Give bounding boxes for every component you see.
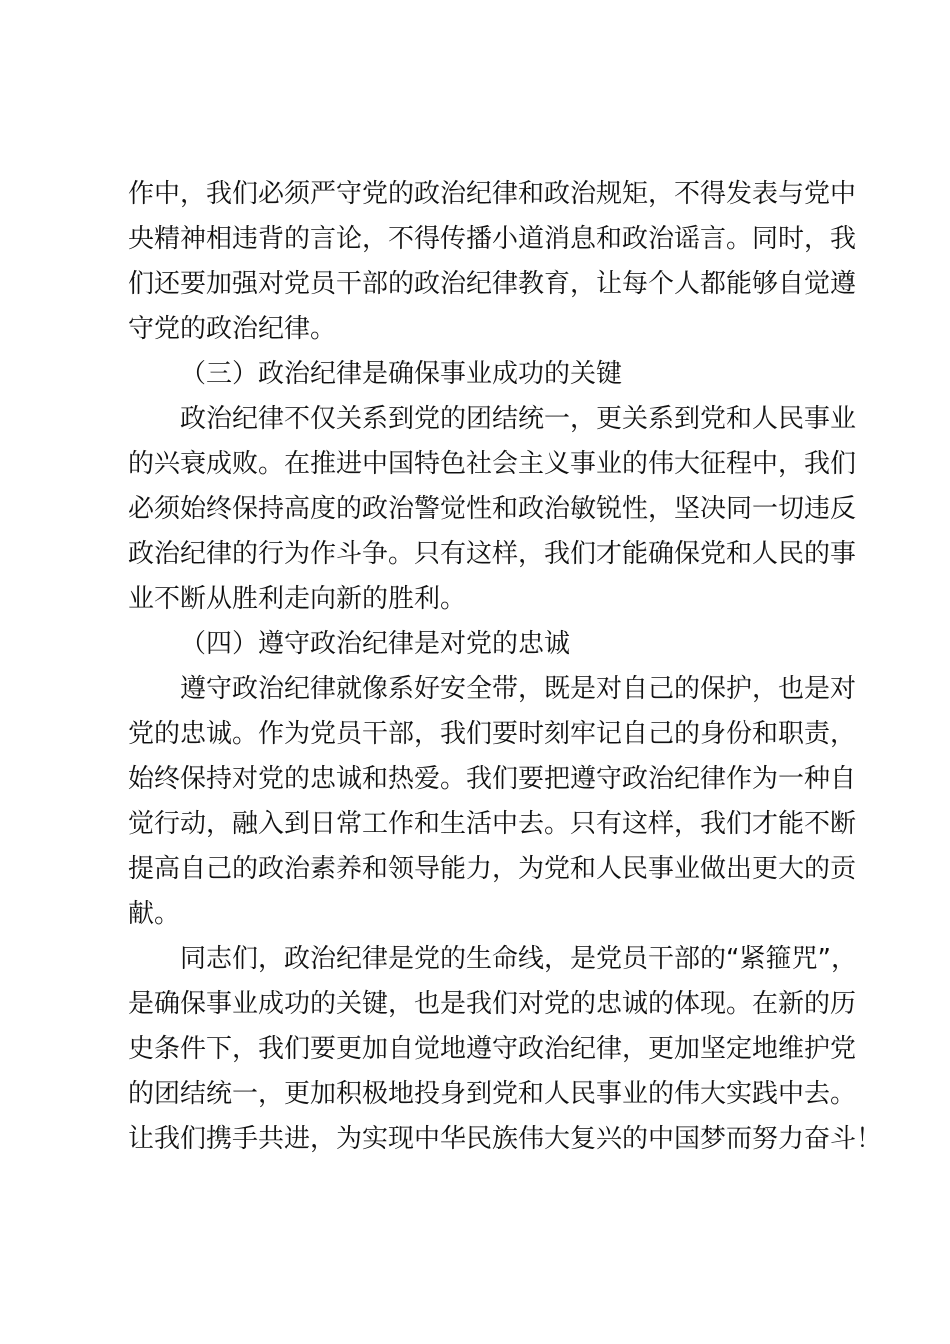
text-line: 守党的政治纪律。 [128, 314, 337, 344]
section-heading: （三）政治纪律是确保事业成功的关键 [180, 359, 623, 389]
text-line: 是确保事业成功的关键，也是我们对党的忠诚的体现。在新的历 [128, 989, 857, 1019]
text-line: 遵守政治纪律就像系好安全带，既是对自己的保护，也是对 [180, 674, 857, 704]
text-line: 史条件下，我们要更加自觉地遵守政治纪律，更加坚定地维护党 [128, 1034, 857, 1064]
text-line: 的团结统一，更加积极地投身到党和人民事业的伟大实践中去。 [128, 1079, 857, 1109]
text-line: 献。 [128, 899, 181, 929]
text-line: 业不断从胜利走向新的胜利。 [128, 584, 467, 614]
text-line: 的兴衰成败。在推进中国特色社会主义事业的伟大征程中，我们 [128, 449, 857, 479]
text-line: 政治纪律的行为作斗争。只有这样，我们才能确保党和人民的事 [128, 539, 857, 569]
text-line: 提高自己的政治素养和领导能力，为党和人民事业做出更大的贡 [128, 854, 857, 884]
text-line: 党的忠诚。作为党员干部，我们要时刻牢记自己的身份和职责， [128, 719, 857, 749]
text-line: 央精神相违背的言论，不得传播小道消息和政治谣言。同时，我 [128, 224, 857, 254]
section-heading: （四）遵守政治纪律是对党的忠诚 [180, 629, 571, 659]
text-line: 作中，我们必须严守党的政治纪律和政治规矩，不得发表与党中 [128, 179, 857, 209]
text-line: 始终保持对党的忠诚和热爱。我们要把遵守政治纪律作为一种自 [128, 764, 857, 794]
text-line: 让我们携手共进，为实现中华民族伟大复兴的中国梦而努力奋斗！ [128, 1124, 883, 1154]
text-line: 们还要加强对党员干部的政治纪律教育，让每个人都能够自觉遵 [128, 269, 857, 299]
text-line: 觉行动，融入到日常工作和生活中去。只有这样，我们才能不断 [128, 809, 857, 839]
text-line: 同志们，政治纪律是党的生命线，是党员干部的“紧箍咒”， [180, 944, 857, 974]
text-line: 政治纪律不仅关系到党的团结统一，更关系到党和人民事业 [180, 404, 857, 434]
document-body [128, 172, 883, 1162]
text-line: 必须始终保持高度的政治警觉性和政治敏锐性，坚决同一切违反 [128, 494, 857, 524]
